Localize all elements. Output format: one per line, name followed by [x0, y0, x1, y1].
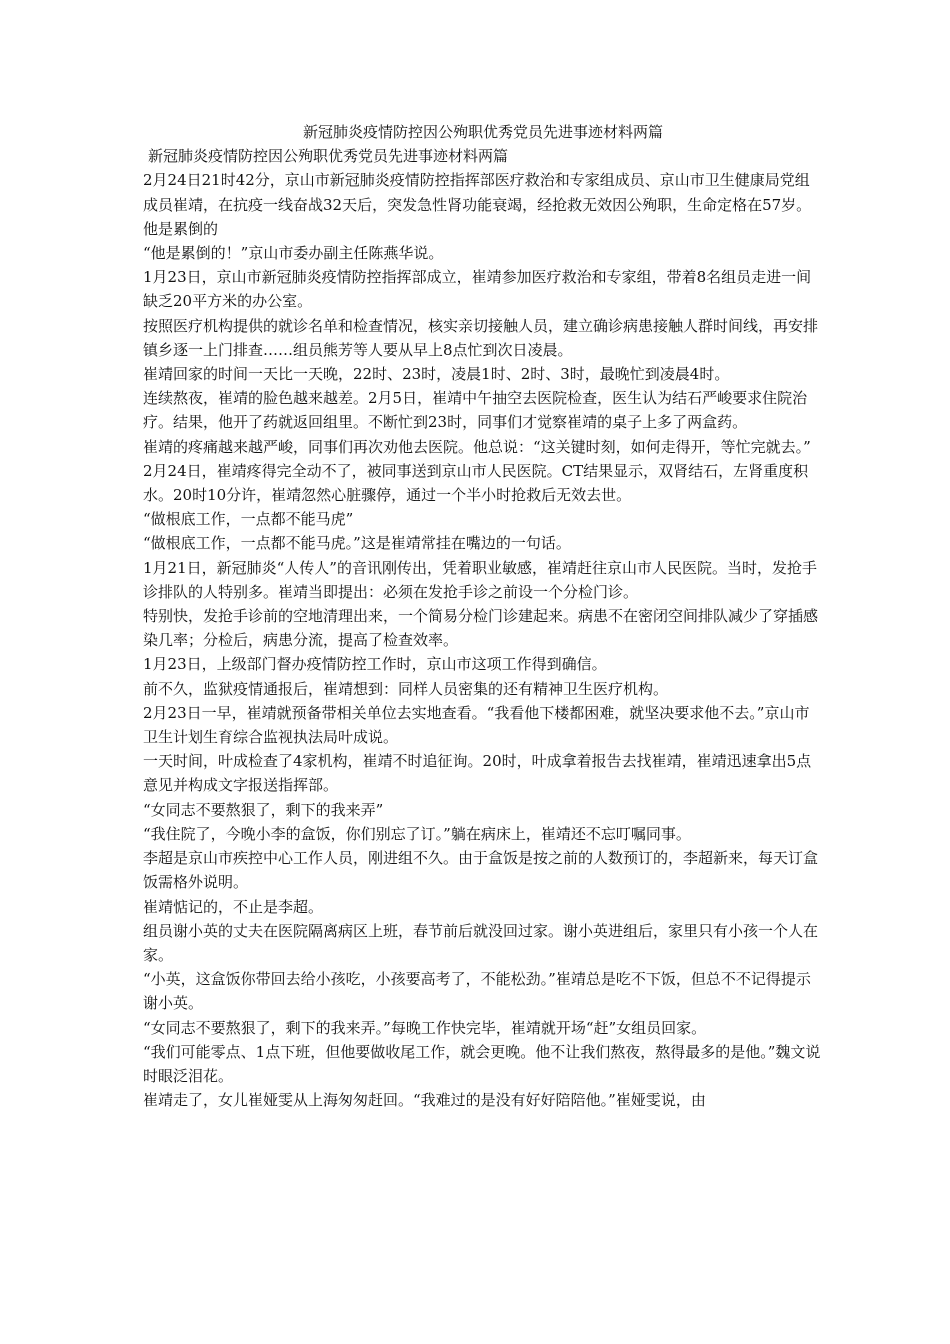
paragraph: 按照医疗机构提供的就诊名单和检查情况，核实亲切接触人员，建立确诊病患接触人群时间线，再安排镇乡逐一上门排查……组员熊芳等人要从早上8点忙到次日凌晨。	[143, 316, 819, 359]
paragraph: 1月23日，京山市新冠肺炎疫情防控指挥部成立，崔靖参加医疗救治和专家组，带着8名组员走进一间缺乏20平方米的办公室。	[143, 268, 812, 311]
paragraph: 崔靖惦记的，不止是李超。	[143, 897, 324, 916]
paragraph: “我住院了，今晚小李的盒饭，你们别忘了订。”躺在病床上，崔靖还不忘叮嘱同事。	[143, 824, 691, 843]
paragraph: 特别快，发抢手诊前的空地清理出来，一个简易分检门诊建起来。病患不在密闭空间排队减少了穿插感染几率；分检后，病患分流，提高了检查效率。	[143, 607, 819, 650]
paragraph: 1月23日，上级部门督办疫情防控工作时，京山市这项工作得到确信。	[143, 655, 607, 674]
paragraph: “他是累倒的！”京山市委办副主任陈燕华说。	[143, 244, 444, 263]
paragraph: 李超是京山市疾控中心工作人员，刚进组不久。由于盒饭是按之前的人数预订的，李超新来，每天订盒饭需格外说明。	[143, 849, 819, 892]
document-subtitle: 新冠肺炎疫情防控因公殉职优秀党员先进事迹材料两篇	[148, 147, 509, 166]
paragraph: 一天时间，叶成检查了4家机构，崔靖不时追征询。20时，叶成拿着报告去找崔靖，崔靖迅速拿出5点意见并构成文字报送指挥部。	[143, 752, 812, 795]
paragraph: 连续熬夜，崔靖的脸色越来越差。2月5日，崔靖中午抽空去医院检查，医生认为结石严峻要求住院治疗。结果，他开了药就返回组里。不断忙到23时，同事们才觉察崔靖的桌子上多了两盒药。	[143, 389, 808, 432]
paragraph: 2月23日一早，崔靖就预备带相关单位去实地查看。“我看他下楼都困难，就坚决要求他不去。”京山市卫生计划生育综合监视执法局叶成说。	[143, 703, 810, 747]
document-title: 新冠肺炎疫情防控因公殉职优秀党员先进事迹材料两篇	[302, 123, 663, 141]
paragraph: 1月21日，新冠肺炎“人传人”的音讯刚传出，凭着职业敏感，崔靖赶往京山市人民医院。当时，发抢手诊排队的人特别多。崔靖当即提出：必须在发抢手诊之前设一个分检门诊。	[143, 558, 817, 601]
document-body	[143, 168, 823, 1112]
paragraph: 2月24日21时42分，京山市新冠肺炎疫情防控指挥部医疗救治和专家组成员、京山市卫生健康局党组成员崔靖，在抗疫一线奋战32天后，突发急性肾功能衰竭，经抢救无效因公殉职，生命定格在57岁。	[143, 171, 812, 214]
paragraph: “做根底工作，一点都不能马虎。”这是崔靖常挂在嘴边的一句话。	[143, 534, 571, 553]
paragraph: 崔靖回家的时间一天比一天晚，22时、23时，凌晨1时、2时、3时，最晚忙到凌晨4时。	[143, 365, 730, 384]
paragraph: 组员谢小英的丈夫在医院隔离病区上班，春节前后就没回过家。谢小英进组后，家里只有小孩一个人在家。	[143, 921, 819, 964]
paragraph: 崔靖走了，女儿崔娅雯从上海匆匆赶回。“我难过的是没有好好陪陪他。”崔娅雯说，由	[143, 1091, 706, 1110]
paragraph: “小英，这盒饭你带回去给小孩吃，小孩要高考了，不能松劲。”崔靖总是吃不下饭，但总不不记得提示谢小英。	[143, 970, 811, 1013]
paragraph: “女同志不要熬狠了，剩下的我来弄。”每晚工作快完毕，崔靖就开场“赶”女组员回家。	[143, 1018, 707, 1037]
paragraph: “我们可能零点、1点下班，但他要做收尾工作，就会更晚。他不让我们熬夜，熬得最多的是他。”魏文说时眼泛泪花。	[143, 1042, 821, 1085]
paragraph: 前不久，监狱疫情通报后，崔靖想到：同样人员密集的还有精神卫生医疗机构。	[143, 679, 669, 698]
document-page	[143, 120, 823, 1112]
paragraph: 2月24日，崔靖疼得完全动不了，被同事送到京山市人民医院。CT结果显示，双肾结石，左肾重度积水。20时10分许，崔靖忽然心脏骤停，通过一个半小时抢救后无效去世。	[143, 461, 809, 505]
paragraph: 他是累倒的	[143, 219, 219, 238]
paragraph: “女同志不要熬狠了，剩下的我来弄”	[143, 800, 384, 819]
paragraph: “做根底工作，一点都不能马虎”	[143, 510, 354, 529]
paragraph: 崔靖的疼痛越来越严峻，同事们再次劝他去医院。他总说：“这关键时刻，如何走得开，等忙完就去。”	[143, 437, 811, 456]
